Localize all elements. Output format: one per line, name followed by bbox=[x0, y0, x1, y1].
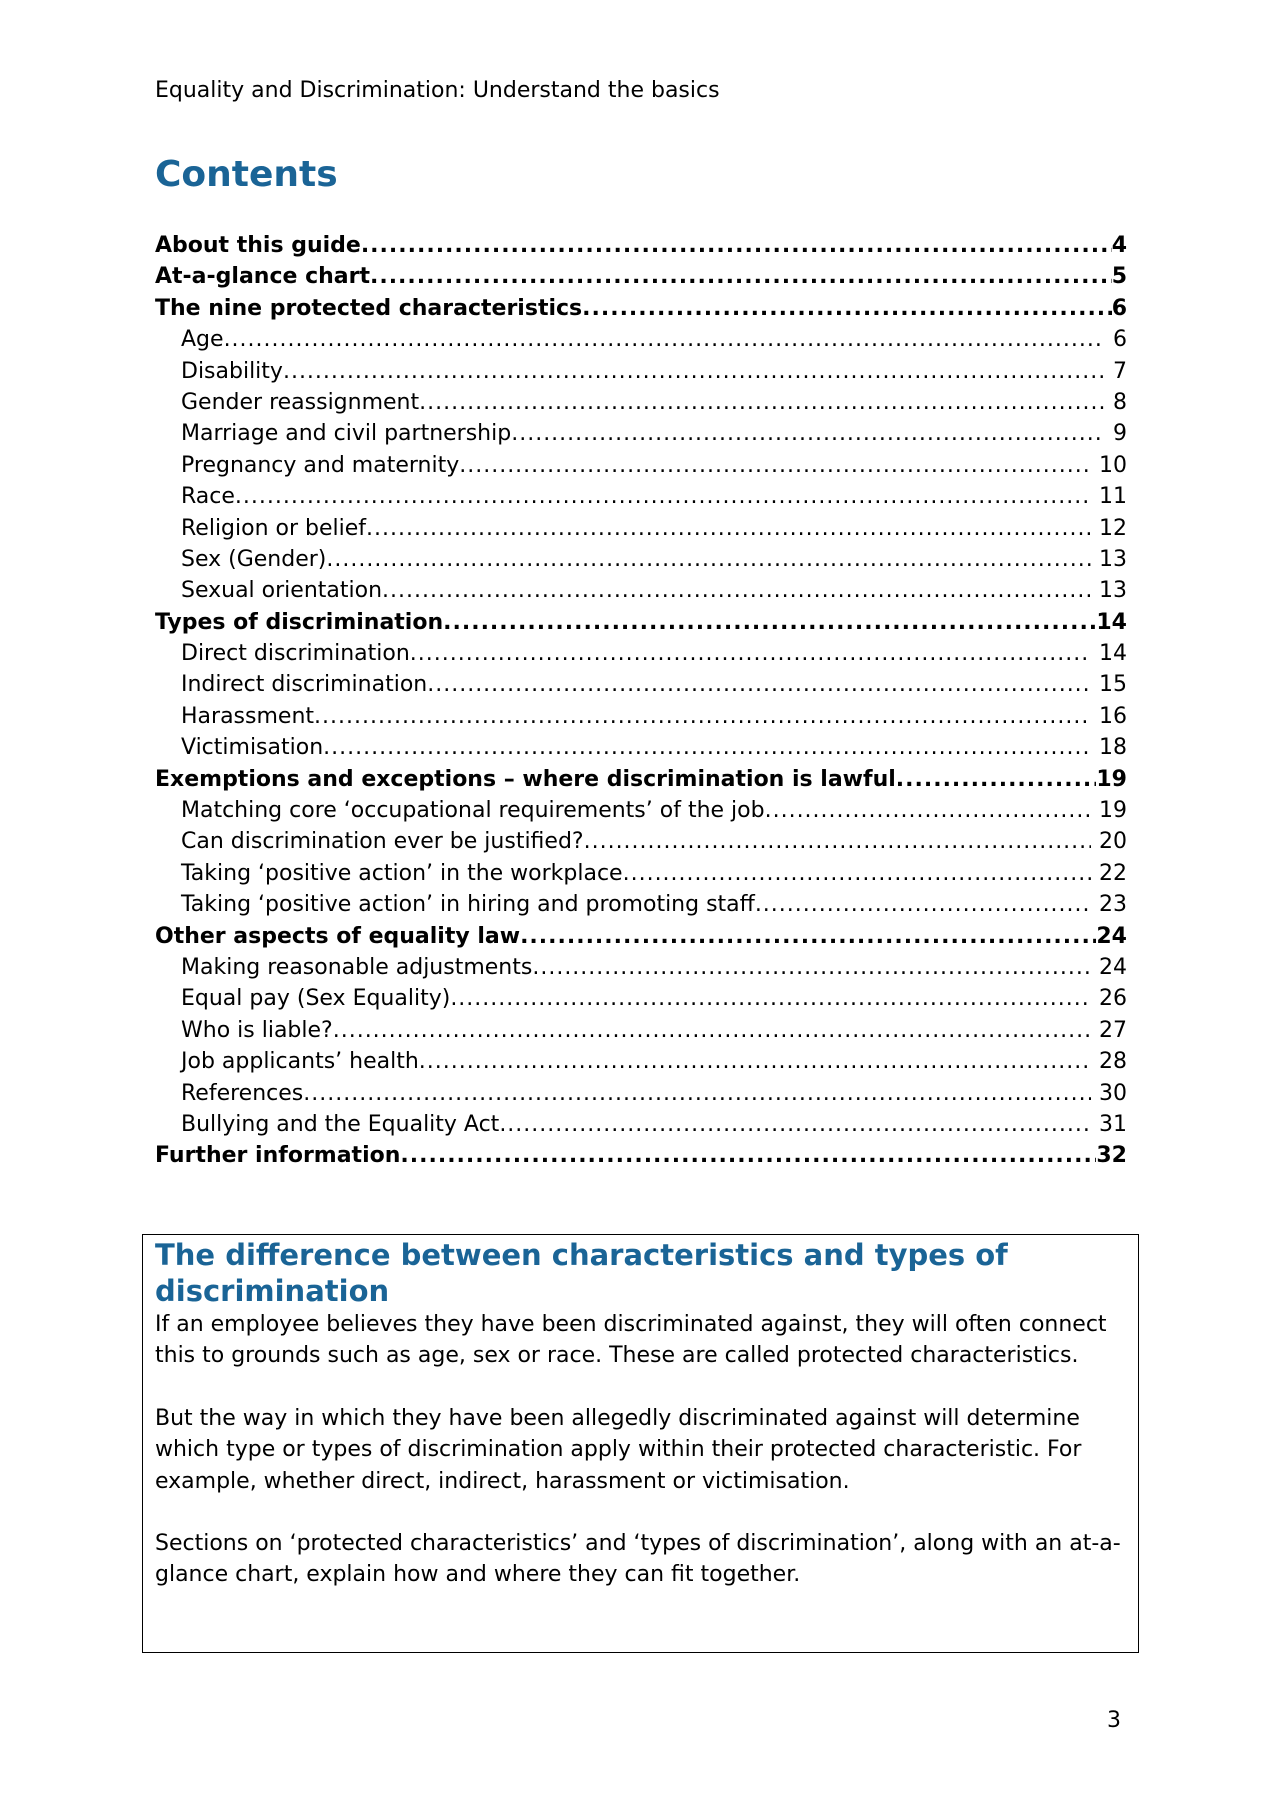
toc-entry[interactable] bbox=[155, 983, 1127, 1014]
toc-entry-label: Sexual orientation bbox=[181, 578, 383, 604]
dot-leader bbox=[896, 764, 1097, 795]
toc-entry-label: Taking ‘positive action’ in hiring and promoting staff bbox=[181, 892, 755, 918]
dot-leader bbox=[520, 921, 1096, 952]
toc-entry-label: Making reasonable adjustments bbox=[181, 954, 533, 980]
table-of-contents bbox=[155, 230, 1127, 1172]
dot-leader bbox=[323, 732, 1091, 763]
toc-entry[interactable] bbox=[155, 387, 1127, 418]
toc-entry-page: 7 bbox=[1113, 358, 1127, 384]
toc-entry-label: Exemptions and exceptions – where discrimination is lawful bbox=[155, 766, 896, 792]
toc-entry-page: 6 bbox=[1113, 327, 1127, 353]
dot-leader bbox=[366, 513, 1091, 544]
dot-leader bbox=[511, 418, 1105, 449]
toc-entry-page: 24 bbox=[1096, 923, 1127, 949]
toc-entry[interactable] bbox=[155, 607, 1127, 638]
dot-leader bbox=[333, 1015, 1091, 1046]
dot-leader bbox=[450, 983, 1091, 1014]
toc-entry-label: Direct discrimination bbox=[181, 641, 410, 667]
dot-leader bbox=[765, 795, 1091, 826]
info-box-heading: The difference between characteristics and types of discrimination bbox=[155, 1238, 1008, 1308]
dot-leader bbox=[443, 607, 1096, 638]
toc-entry-page: 19 bbox=[1099, 798, 1127, 824]
toc-entry-label: Who is liable? bbox=[181, 1017, 333, 1043]
toc-entry-label: Bullying and the Equality Act bbox=[181, 1111, 500, 1137]
toc-entry[interactable] bbox=[155, 1140, 1127, 1171]
toc-entry[interactable] bbox=[155, 795, 1127, 826]
toc-entry-label: Gender reassignment bbox=[181, 389, 420, 415]
dot-leader bbox=[755, 889, 1091, 920]
dot-leader bbox=[400, 1140, 1096, 1171]
dot-leader bbox=[582, 293, 1112, 324]
toc-entry-label: Sex (Gender) bbox=[181, 546, 327, 572]
toc-entry-label: Age bbox=[181, 327, 224, 353]
info-paragraph: If an employee believes they have been discriminated against, they will often connect this to grounds such as age, sex or race. These are called protected characteristics. bbox=[155, 1312, 1107, 1369]
dot-leader bbox=[419, 1046, 1091, 1077]
toc-entry-label: Marriage and civil partnership bbox=[181, 421, 512, 447]
dot-leader bbox=[499, 1109, 1091, 1140]
page-title: Contents bbox=[155, 154, 338, 195]
toc-entry[interactable] bbox=[155, 1109, 1127, 1140]
toc-entry-label: Indirect discrimination bbox=[181, 672, 428, 698]
toc-entry-page: 14 bbox=[1099, 641, 1127, 667]
dot-leader bbox=[314, 701, 1091, 732]
toc-entry-label: Race bbox=[181, 484, 235, 510]
dot-leader bbox=[283, 356, 1105, 387]
toc-entry-page: 6 bbox=[1111, 295, 1127, 321]
toc-entry[interactable] bbox=[155, 952, 1127, 983]
toc-entry-page: 22 bbox=[1099, 860, 1127, 886]
dot-leader bbox=[326, 544, 1091, 575]
toc-entry[interactable] bbox=[155, 889, 1127, 920]
toc-entry-page: 30 bbox=[1099, 1080, 1127, 1106]
toc-entry[interactable] bbox=[155, 669, 1127, 700]
dot-leader bbox=[532, 952, 1091, 983]
toc-entry-label: Other aspects of equality law bbox=[155, 923, 521, 949]
toc-entry-label: Taking ‘positive action’ in the workplace bbox=[181, 860, 623, 886]
toc-entry-label: Equal pay (Sex Equality) bbox=[181, 986, 451, 1012]
toc-entry-page: 13 bbox=[1099, 546, 1127, 572]
toc-entry-label: Job applicants’ health bbox=[181, 1049, 419, 1075]
running-header: Equality and Discrimination: Understand the basics bbox=[155, 78, 720, 103]
toc-entry-label: Can discrimination ever be justified? bbox=[181, 829, 584, 855]
toc-entry-label: Harassment bbox=[181, 703, 315, 729]
dot-leader bbox=[427, 669, 1091, 700]
dot-leader bbox=[459, 450, 1091, 481]
toc-entry-label: Pregnancy and maternity bbox=[181, 452, 460, 478]
toc-entry-page: 23 bbox=[1099, 892, 1127, 918]
info-box bbox=[142, 1234, 1139, 1653]
toc-entry-page: 11 bbox=[1099, 484, 1127, 510]
toc-entry[interactable] bbox=[155, 858, 1127, 889]
toc-entry-label: Further information bbox=[155, 1143, 401, 1169]
toc-entry-page: 18 bbox=[1099, 735, 1127, 761]
toc-entry[interactable] bbox=[155, 701, 1127, 732]
toc-entry-page: 27 bbox=[1099, 1017, 1127, 1043]
toc-entry-page: 12 bbox=[1099, 515, 1127, 541]
toc-entry-page: 24 bbox=[1099, 954, 1127, 980]
toc-entry[interactable] bbox=[155, 544, 1127, 575]
toc-entry-page: 9 bbox=[1113, 421, 1127, 447]
toc-entry-page: 5 bbox=[1111, 264, 1127, 290]
toc-entry[interactable] bbox=[155, 513, 1127, 544]
toc-entry-label: At-a-glance chart bbox=[155, 264, 370, 290]
toc-entry[interactable] bbox=[155, 293, 1127, 324]
toc-entry-page: 26 bbox=[1099, 986, 1127, 1012]
dot-leader bbox=[623, 858, 1091, 889]
toc-entry-page: 14 bbox=[1096, 609, 1127, 635]
toc-entry[interactable] bbox=[155, 324, 1127, 355]
toc-entry[interactable] bbox=[155, 575, 1127, 606]
dot-leader bbox=[584, 826, 1091, 857]
dot-leader bbox=[235, 481, 1091, 512]
toc-entry[interactable] bbox=[155, 732, 1127, 763]
toc-entry[interactable] bbox=[155, 450, 1127, 481]
toc-entry[interactable] bbox=[155, 921, 1127, 952]
toc-entry-page: 20 bbox=[1099, 829, 1127, 855]
toc-entry[interactable] bbox=[155, 638, 1127, 669]
toc-entry-page: 28 bbox=[1099, 1049, 1127, 1075]
toc-entry-label: The nine protected characteristics bbox=[155, 295, 583, 321]
toc-entry[interactable] bbox=[155, 230, 1127, 261]
toc-entry[interactable] bbox=[155, 481, 1127, 512]
toc-entry[interactable] bbox=[155, 1078, 1127, 1109]
toc-entry-page: 4 bbox=[1111, 233, 1127, 258]
dot-leader bbox=[303, 1078, 1091, 1109]
dot-leader bbox=[382, 575, 1091, 606]
toc-entry[interactable] bbox=[155, 764, 1127, 795]
toc-entry-page: 13 bbox=[1099, 578, 1127, 604]
toc-entry-page: 16 bbox=[1099, 703, 1127, 729]
toc-entry[interactable] bbox=[155, 1015, 1127, 1046]
toc-entry-page: 19 bbox=[1096, 766, 1127, 792]
dot-leader bbox=[410, 638, 1091, 669]
toc-entry-page: 32 bbox=[1096, 1143, 1127, 1169]
toc-entry[interactable] bbox=[155, 1046, 1127, 1077]
info-paragraph: But the way in which they have been allegedly discriminated against will determine which type or types of discrimination apply within their protected characteristic. For example, whether direct, indirect, harassment or victimisation. bbox=[155, 1405, 1082, 1494]
toc-entry[interactable] bbox=[155, 261, 1127, 292]
dot-leader bbox=[224, 324, 1105, 355]
dot-leader bbox=[361, 230, 1112, 261]
toc-entry[interactable] bbox=[155, 826, 1127, 857]
toc-entry[interactable] bbox=[155, 418, 1127, 449]
info-paragraph: Sections on ‘protected characteristics’ and ‘types of discrimination’, along with an at-a-glance chart, explain how and where they can fit together. bbox=[155, 1531, 1121, 1588]
toc-entry-page: 15 bbox=[1099, 672, 1127, 698]
toc-entry-page: 31 bbox=[1099, 1111, 1127, 1137]
toc-entry-page: 8 bbox=[1113, 389, 1127, 415]
dot-leader bbox=[370, 261, 1112, 292]
toc-entry-label: Victimisation bbox=[181, 735, 324, 761]
toc-entry[interactable] bbox=[155, 356, 1127, 387]
toc-entry-label: Matching core ‘occupational requirements’ of the job bbox=[181, 798, 765, 824]
toc-entry-label: References bbox=[181, 1080, 304, 1106]
toc-entry-label: Religion or belief bbox=[181, 515, 367, 541]
toc-entry-label: Types of discrimination bbox=[155, 609, 444, 635]
toc-entry-label: Disability bbox=[181, 358, 283, 384]
toc-entry-label: About this guide bbox=[155, 233, 361, 258]
page-number: 3 bbox=[1107, 1708, 1121, 1733]
dot-leader bbox=[419, 387, 1105, 418]
toc-entry-page: 10 bbox=[1099, 452, 1127, 478]
